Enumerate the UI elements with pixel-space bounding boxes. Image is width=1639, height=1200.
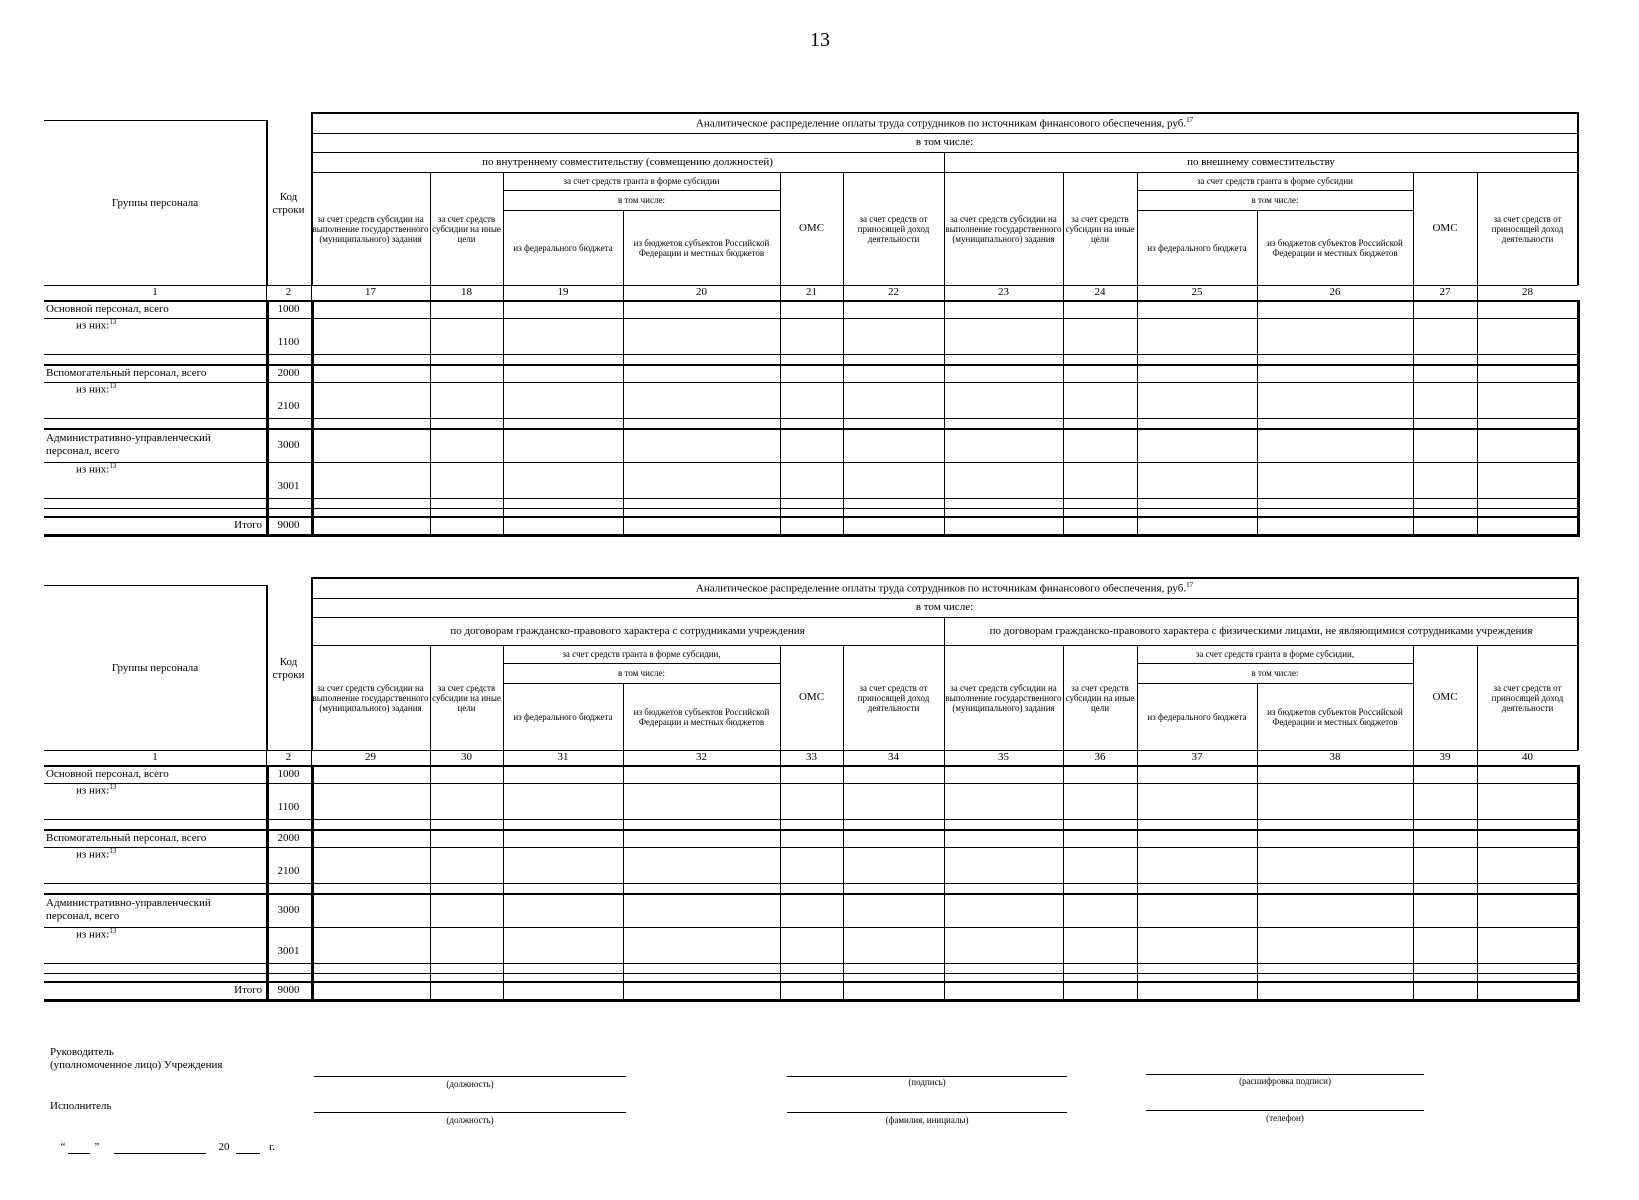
row-code: 3000	[277, 438, 300, 451]
signature-head-label: Руководитель (уполномоченное лицо) Учреждения	[50, 1046, 223, 1071]
federal-header: из федерального бюджета	[1147, 711, 1247, 722]
data-col-line	[430, 765, 431, 999]
page-number: 13	[810, 29, 830, 51]
sign-line	[314, 1076, 626, 1077]
data-col-line	[1413, 300, 1414, 534]
row-label-of-them: из них:$^{13}$	[76, 926, 117, 941]
row-line	[44, 318, 1578, 319]
row-code: 2000	[277, 366, 300, 379]
oms-header: ОМС	[1432, 222, 1458, 234]
data-col-line	[944, 765, 945, 999]
column-number: 39	[1439, 751, 1451, 763]
data-col-line	[1257, 300, 1258, 534]
column-number: 34	[888, 751, 899, 763]
data-col-line	[843, 300, 844, 534]
sign-line	[1146, 1110, 1424, 1111]
income-header: за счет средств от приносящей доход деятельности	[1491, 682, 1564, 713]
row-label-of-them: из них:$^{13}$	[76, 782, 117, 797]
table-caption: Аналитическое распределение оплаты труда сотрудников по источникам финансового обеспечения, руб.$^{17}$	[695, 581, 1194, 595]
row-line	[44, 783, 1578, 784]
row-label-of-them: из них:$^{13}$	[76, 317, 117, 332]
subsidy-other-header: за счет средств субсидии на иные цели	[432, 682, 501, 713]
column-number: 21	[806, 286, 817, 298]
column-number: 40	[1522, 751, 1533, 763]
row-code: 1000	[277, 767, 300, 780]
grant-header: за счет средств гранта в форме субсидии,	[562, 649, 721, 659]
data-col-line	[1257, 765, 1258, 999]
row-label-of-them: из них:$^{13}$	[76, 381, 117, 396]
regional-header: из бюджетов субъектов Российской Федерации и местных бюджетов	[633, 706, 770, 727]
row-label-admin: Административно-управленческий персонал, всего	[46, 432, 211, 457]
row-line	[44, 963, 1578, 964]
income-header: за счет средств от приносящей доход деятельности	[857, 213, 930, 244]
data-col-line	[1577, 765, 1580, 1002]
data-col-line	[503, 300, 504, 534]
row-code: 2000	[277, 831, 300, 844]
row-line	[44, 973, 1578, 974]
decode-caption: (расшифровка подписи)	[1239, 1076, 1331, 1086]
groups-header: Группы персонала	[111, 662, 199, 674]
row-code: 2100	[277, 399, 300, 412]
phone-caption: (телефон)	[1266, 1113, 1304, 1123]
income-header: за счет средств от приносящей доход деятельности	[1491, 213, 1564, 244]
grant-header: за счет средств гранта в форме субсидии,	[1195, 649, 1355, 659]
signature-executor-label: Исполнитель	[50, 1099, 112, 1112]
groups-header: Группы персонала	[111, 197, 199, 209]
data-col-line	[311, 300, 314, 534]
column-number: 17	[365, 286, 376, 298]
grant-incl-header: в том числе:	[1251, 668, 1299, 678]
row-label-total: Итого	[234, 518, 262, 531]
table-bottom-line	[44, 534, 1578, 537]
regional-header: из бюджетов субъектов Российской Федерации и местных бюджетов	[633, 237, 770, 258]
header-top-line	[44, 120, 266, 121]
data-col-line	[1063, 765, 1064, 999]
row-label-of-them: из них:$^{13}$	[76, 846, 117, 861]
row-code: 1100	[277, 335, 300, 348]
column-number: 25	[1191, 286, 1203, 298]
data-col-line	[780, 765, 781, 999]
data-col-line	[503, 765, 504, 999]
federal-header: из федерального бюджета	[1147, 242, 1247, 253]
data-col-line	[1477, 765, 1478, 999]
code-header: Код строки	[272, 190, 305, 216]
row-label-total: Итого	[234, 983, 262, 996]
row-code: 9000	[277, 983, 300, 996]
data-col-line	[623, 765, 624, 999]
oms-header: ОМС	[798, 691, 825, 703]
row-line	[44, 354, 1578, 355]
grant-incl-header: в том числе:	[618, 195, 665, 205]
data-col-line	[430, 300, 431, 534]
subsidy-state-header: за счет средств субсидии на выполнение государственного (муниципального) задания	[945, 682, 1062, 713]
data-col-line	[1137, 300, 1138, 534]
date-blank	[114, 1153, 206, 1154]
column-number: 1	[152, 751, 158, 763]
row-line	[44, 883, 1578, 884]
position-caption: (должность)	[446, 1079, 494, 1089]
row-line	[44, 847, 1578, 848]
column-number: 35	[998, 751, 1009, 763]
grant-incl-header: в том числе:	[1251, 195, 1299, 205]
data-col-line	[780, 300, 781, 534]
column-number: 38	[1329, 751, 1341, 763]
row-label-main: Основной персонал, всего	[46, 302, 169, 315]
oms-header: ОМС	[1432, 691, 1458, 703]
column-number: 32	[696, 751, 707, 763]
row-line	[44, 498, 1578, 499]
date-suffix: г.	[268, 1140, 276, 1153]
regional-header: из бюджетов субъектов Российской Федерации и местных бюджетов	[1267, 237, 1403, 258]
sign-line	[787, 1112, 1067, 1113]
group-b-label: по договорам гражданско-правового характера с физическими лицами, не являющимися сотрудниками учреждения	[989, 624, 1533, 637]
column-number: 23	[998, 286, 1009, 298]
header-top-line	[44, 585, 266, 586]
row-label-main: Основной персонал, всего	[46, 767, 169, 780]
row-line	[44, 462, 1578, 463]
data-col-line	[1137, 765, 1138, 999]
grant-incl-header: в том числе:	[618, 668, 665, 678]
row-line	[44, 382, 1578, 383]
code-header: Код строки	[272, 655, 305, 681]
data-col-line	[623, 300, 624, 534]
table-caption: Аналитическое распределение оплаты труда сотрудников по источникам финансового обеспечения, руб.$^{17}$	[695, 116, 1194, 130]
column-number: 2	[285, 286, 292, 298]
row-code: 3001	[277, 944, 300, 957]
subsidy-state-header: за счет средств субсидии на выполнение государственного (муниципального) задания	[945, 213, 1062, 244]
row-line	[44, 418, 1578, 419]
data-col-line	[1477, 300, 1478, 534]
subsidy-other-header: за счет средств субсидии на иные цели	[1065, 213, 1135, 244]
group-b-label: по внешнему совместительству	[1187, 155, 1335, 168]
date-quote-close: ”	[94, 1140, 100, 1153]
row-line	[44, 927, 1578, 928]
name-caption: (фамилия, инициалы)	[885, 1115, 969, 1125]
column-number: 31	[557, 751, 569, 763]
federal-header: из федерального бюджета	[513, 711, 613, 722]
group-a-label: по договорам гражданско-правового характера с сотрудниками учреждения	[450, 624, 805, 637]
column-number: 2	[285, 751, 292, 763]
data-col-line	[1063, 300, 1064, 534]
oms-header: ОМС	[798, 222, 825, 234]
row-code: 9000	[277, 518, 300, 531]
row-label-of-them: из них:$^{13}$	[76, 461, 117, 476]
column-number: 36	[1094, 751, 1106, 763]
column-number: 26	[1329, 286, 1341, 298]
in-that-number: в том числе:	[915, 601, 974, 613]
data-col-line	[311, 765, 314, 999]
income-header: за счет средств от приносящей доход деятельности	[857, 682, 930, 713]
grant-header: за счет средств гранта в форме субсидии	[563, 176, 720, 186]
position-caption: (должность)	[446, 1115, 494, 1125]
subsidy-state-header: за счет средств субсидии на выполнение государственного (муниципального) задания	[312, 213, 429, 244]
column-number: 27	[1439, 286, 1451, 298]
date-year-prefix: 20	[218, 1140, 230, 1153]
table-bottom-line	[44, 999, 1578, 1002]
column-number: 29	[365, 751, 376, 763]
column-number: 24	[1094, 286, 1106, 298]
row-code: 3000	[277, 903, 300, 916]
column-number: 28	[1522, 286, 1533, 298]
regional-header: из бюджетов субъектов Российской Федерации и местных бюджетов	[1267, 706, 1403, 727]
in-that-number: в том числе:	[915, 136, 974, 148]
row-label-aux: Вспомогательный персонал, всего	[46, 831, 207, 844]
column-number: 33	[806, 751, 817, 763]
data-col-line	[944, 300, 945, 534]
column-number: 19	[557, 286, 569, 298]
row-code: 1100	[277, 800, 300, 813]
column-number: 20	[696, 286, 707, 298]
federal-header: из федерального бюджета	[513, 242, 613, 253]
date-blank	[68, 1153, 90, 1154]
column-number: 1	[152, 286, 158, 298]
column-number: 37	[1191, 751, 1203, 763]
column-number: 30	[461, 751, 472, 763]
data-col-line	[1413, 765, 1414, 999]
group-a-label: по внутреннему совместительству (совмещению должностей)	[482, 155, 773, 168]
date-quote-open: “	[60, 1140, 66, 1153]
column-number: 22	[888, 286, 899, 298]
row-code: 2100	[277, 864, 300, 877]
subsidy-other-header: за счет средств субсидии на иные цели	[1065, 682, 1135, 713]
row-code: 1000	[277, 302, 300, 315]
row-label-admin: Административно-управленческий персонал, всего	[46, 897, 211, 922]
data-col-line	[1577, 300, 1580, 537]
column-number: 18	[461, 286, 472, 298]
subsidy-state-header: за счет средств субсидии на выполнение государственного (муниципального) задания	[312, 682, 429, 713]
row-label-aux: Вспомогательный персонал, всего	[46, 366, 207, 379]
grant-header: за счет средств гранта в форме субсидии	[1197, 176, 1353, 186]
row-line	[44, 819, 1578, 820]
sign-caption: (подпись)	[908, 1077, 946, 1087]
subsidy-other-header: за счет средств субсидии на иные цели	[432, 213, 501, 244]
row-code: 3001	[277, 479, 300, 492]
date-blank	[236, 1153, 260, 1154]
sign-line	[314, 1112, 626, 1113]
data-col-line	[843, 765, 844, 999]
row-line	[44, 508, 1578, 509]
